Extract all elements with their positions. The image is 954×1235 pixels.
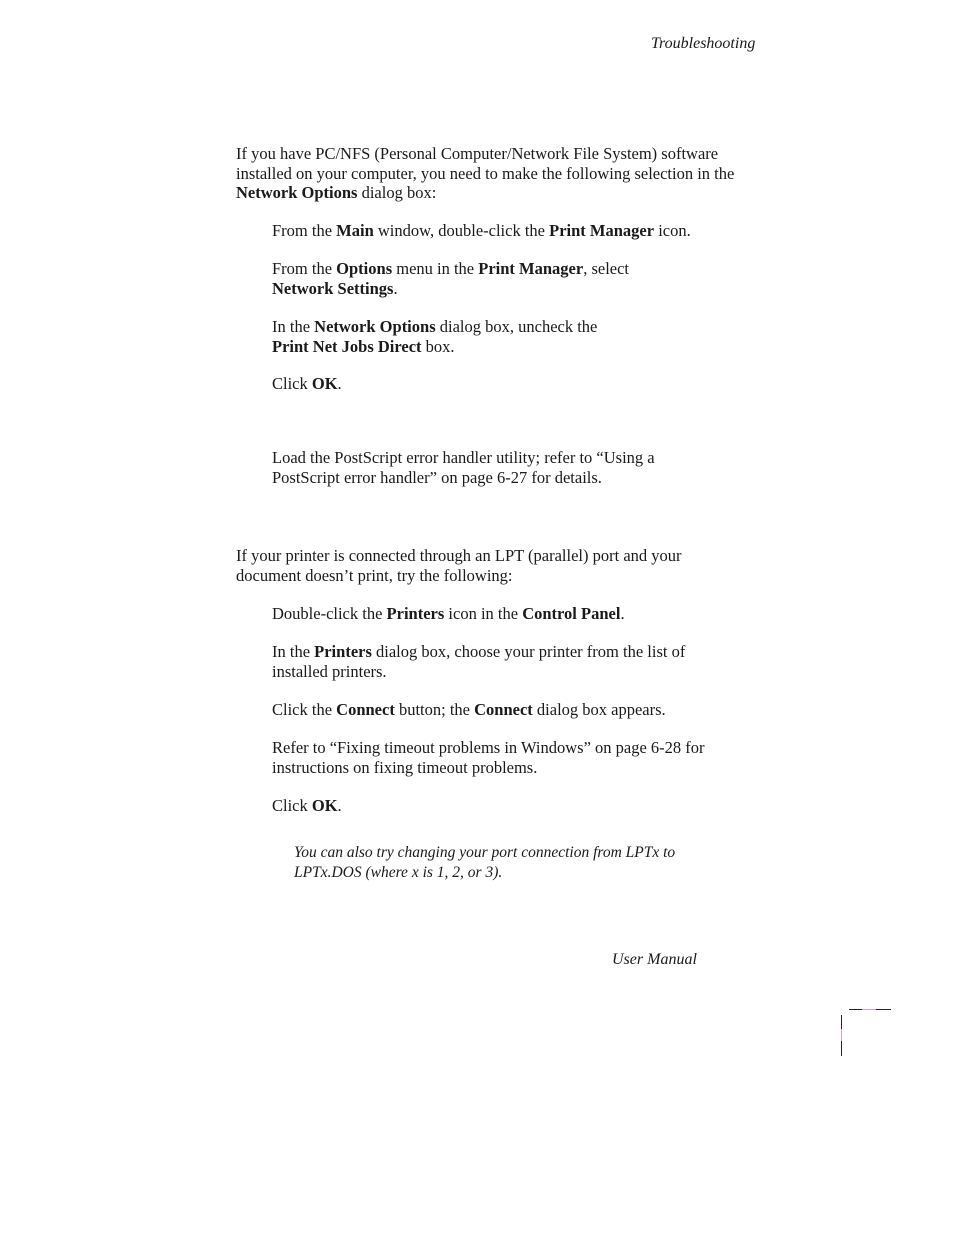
lpt-note: You can also try changing your port connection from LPTx to LPTx.DOS (where x is 1, 2, or 3). <box>294 844 676 881</box>
ok-term: OK <box>311 374 338 393</box>
connect-term: Connect <box>474 700 533 719</box>
corner-rule-accent <box>862 1009 876 1010</box>
network-options-term: Network Options <box>314 317 436 336</box>
pcnfs-step-1: From the Main window, double-click the Print Manager icon. <box>272 221 691 240</box>
corner-rule-vertical-accent <box>841 1029 842 1041</box>
printers-term: Printers <box>314 642 372 661</box>
pcnfs-intro-line-1: If you have PC/NFS (Personal Computer/Network File System) software <box>236 144 719 163</box>
network-options-term: Network Options <box>236 183 358 202</box>
lpt-step-1: Double-click the Printers icon in the Control Panel. <box>272 604 625 623</box>
options-menu-term: Options <box>336 259 393 278</box>
pcnfs-step-2: From the Options menu in the Print Manager, select Network Settings. <box>272 259 630 298</box>
print-net-jobs-direct-term: Print Net Jobs Direct <box>272 336 422 356</box>
lpt-step-5: Click OK. <box>272 796 342 815</box>
lpt-step-2: In the Printers dialog box, choose your printer from the list of installed printers. <box>272 642 686 681</box>
main-window-term: Main <box>336 221 374 240</box>
print-manager-term: Print Manager <box>478 259 584 278</box>
pcnfs-intro-line-3: Network Options dialog box: <box>236 183 437 202</box>
running-header: Troubleshooting <box>651 35 756 52</box>
ok-term: OK <box>311 796 338 815</box>
control-panel-term: Control Panel <box>522 604 621 623</box>
postscript-handler-paragraph: Load the PostScript error handler utility; refer to “Using a PostScript error handler” on page 6-27 for details. <box>272 448 655 487</box>
pcnfs-step-4: Click OK. <box>272 374 342 393</box>
connect-term: Connect <box>336 700 395 719</box>
lpt-step-4: Refer to “Fixing timeout problems in Windows” on page 6-28 for instructions on fixing timeout problems. <box>272 738 705 777</box>
network-settings-term: Network Settings <box>272 278 394 298</box>
print-manager-term: Print Manager <box>549 221 655 240</box>
pcnfs-intro-line-2: installed on your computer, you need to make the following selection in the <box>236 163 735 183</box>
pcnfs-step-3: In the Network Options dialog box, uncheck the Print Net Jobs Direct box. <box>272 317 598 356</box>
running-footer: User Manual <box>612 951 697 968</box>
lpt-intro-paragraph: If your printer is connected through an LPT (parallel) port and your document doesn’t print, try the following: <box>236 546 682 585</box>
lpt-step-3: Click the Connect button; the Connect dialog box appears. <box>272 700 666 719</box>
printers-term: Printers <box>386 604 445 623</box>
pcnfs-intro-paragraph <box>236 144 734 203</box>
